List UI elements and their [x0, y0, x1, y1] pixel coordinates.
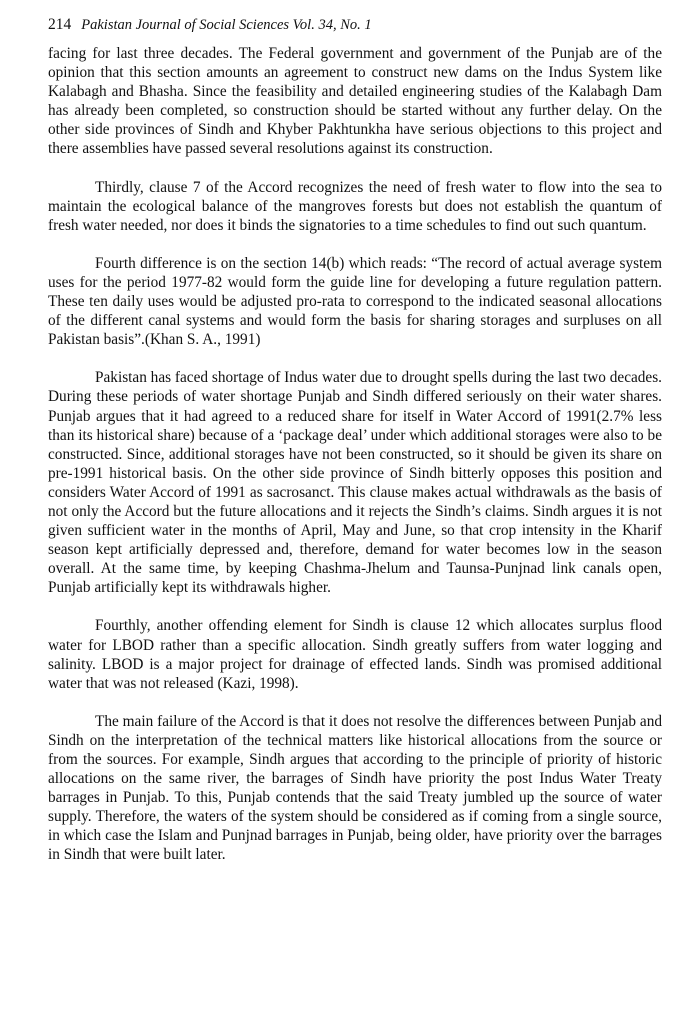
journal-title: Pakistan Journal of Social Sciences Vol. 34, No. 1 — [81, 17, 372, 33]
page-number: 214 — [48, 16, 72, 33]
paragraph-continuation: facing for last three decades. The Federal government and government of the Punjab are of the opinion that this section amounts an agreement to construct new dams on the Indus System like Kalabagh and Bhasha. Since the feasibility and detailed engineering studies of the Kalabagh Dam has already been completed, so construction should be started without any further delay. On the other side provinces of Sindh and Khyber Pakhtunkha have serious objections to this project and there assemblies have passed several resolutions against its construction. — [48, 45, 662, 158]
paragraph-main-failure: The main failure of the Accord is that it does not resolve the differences between Punjab and Sindh on the interpretation of the technical matters like historical allocations from the source or from the sources. For example, Sindh argues that according to the principle of priority of historic allocations on the same river, the barrages of Sindh have priority the post Indus Water Treaty barrages in Punjab. To this, Punjab contends that the said Treaty jumbled up the source of water supply. Therefore, the waters of the system should be considered as if coming from a single source, in which case the Islam and Punjnad barrages in Punjab, being older, have priority over the barrages in Sindh that were built later. — [48, 712, 662, 864]
running-header — [48, 14, 372, 36]
article-body — [48, 44, 662, 884]
paragraph-clause-12: Fourthly, another offending element for Sindh is clause 12 which allocates surplus flood water for LBOD rather than a specific allocation. Sindh greatly suffers from water logging and salinity. LBOD is a major project for drainage of effected lands. Sindh was promised additional water that was not released (Kazi, 1998). — [48, 617, 662, 692]
paragraph-water-shortage: Pakistan has faced shortage of Indus water due to drought spells during the last two decades. During these periods of water shortage Punjab and Sindh differed seriously on their water shares. Punjab argues that it had agreed to a reduced share for itself in Water Accord of 1991(2.7% less than its historical share) because of a ‘package deal’ under which additional storages were also to be constructed. Since, additional storages have not been constructed, so it should be given its share on pre-1991 historical basis. On the other side province of Sindh bitterly opposes this position and considers Water Accord of 1991 as sacrosanct. This clause makes actual withdrawals as the basis of not only the Accord but the future allocations and it rejects the Sindh’s claims. Sindh argues it is not given sufficient water in the months of April, May and June, so that crop intensity in the Kharif season kept artificially depressed and, therefore, demand for water becomes low in the season overall. At the same time, by keeping Chashma-Jhelum and Taunsa-Punjnad link canals open, Punjab artificially kept its withdrawals higher. — [48, 369, 662, 597]
paragraph-clause-7: Thirdly, clause 7 of the Accord recognizes the need of fresh water to flow into the sea to maintain the ecological balance of the mangroves forests but does not establish the quantum of fresh water needed, nor does it binds the signatories to a time schedules to find out such quantum. — [48, 178, 662, 234]
paragraph-section-14b: Fourth difference is on the section 14(b) which reads: “The record of actual average system uses for the period 1977-82 would form the guide line for developing a future regulation pattern. These ten daily uses would be adjusted pro-rata to correspond to the indicated seasonal allocations of the different canal systems and would form the basis for sharing storages and surpluses on all Pakistan basis”.(Khan S. A., 1991) — [48, 254, 662, 349]
